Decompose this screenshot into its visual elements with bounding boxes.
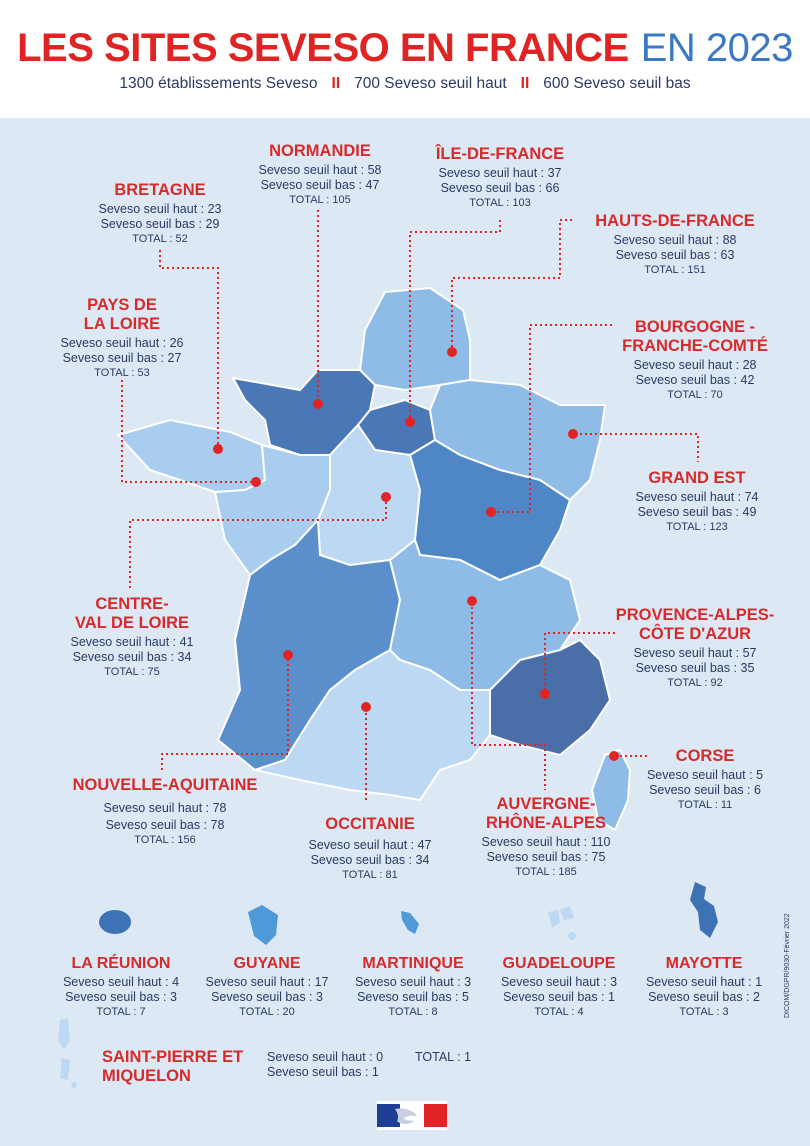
dot-pdl: [251, 477, 261, 487]
dot-normandie: [313, 399, 323, 409]
region-total: TOTAL : 92: [667, 677, 723, 689]
label-martinique: [336, 954, 490, 1020]
label-reunion: [44, 954, 198, 1020]
dot-paca: [540, 689, 550, 699]
mayotte-shape: [690, 882, 718, 938]
territory-total: TOTAL : 4: [534, 1006, 584, 1018]
dot-ara: [467, 596, 477, 606]
spm-name: SAINT-PIERRE ET MIQUELON: [102, 1048, 244, 1085]
subtitle-separator: II: [520, 75, 530, 92]
region-total: TOTAL : 185: [515, 866, 577, 878]
label-grand-est: [612, 469, 782, 535]
region-name: PROVENCE-ALPES- CÔTE D'AZUR: [615, 606, 775, 643]
label-nouvelle-aquitaine: [55, 776, 275, 848]
region-name: OCCITANIE: [325, 815, 415, 833]
region-total: TOTAL : 70: [667, 389, 723, 401]
dot-cvl: [381, 492, 391, 502]
region-high: Seveso seuil haut : 37: [438, 166, 562, 180]
title-main: LES SITES SEVESO EN FRANCE: [17, 26, 629, 70]
region-total: TOTAL : 123: [666, 521, 728, 533]
territory-high: Seveso seuil haut : 1: [645, 975, 763, 989]
region-name: ÎLE-DE-FRANCE: [435, 145, 565, 163]
dot-hdf: [447, 347, 457, 357]
territory-low: Seveso seuil bas : 3: [65, 990, 177, 1004]
spm-total: TOTAL : 1: [415, 1050, 472, 1064]
region-low: Seveso seuil bas : 27: [62, 351, 182, 365]
label-corse: [625, 747, 785, 813]
region-high: Seveso seuil haut : 5: [646, 768, 764, 782]
region-low: Seveso seuil bas : 6: [649, 783, 761, 797]
region-high: Seveso seuil haut : 28: [633, 358, 757, 372]
territory-total: TOTAL : 8: [388, 1006, 438, 1018]
subtitle-high: 700 Seveso seuil haut: [354, 75, 507, 92]
region-name: NOUVELLE-AQUITAINE: [72, 776, 258, 794]
region-low: Seveso seuil bas : 75: [486, 850, 606, 864]
dot-grandest: [568, 429, 578, 439]
region-name: PAYS DE LA LOIRE: [83, 296, 161, 333]
label-paca: [600, 606, 790, 691]
region-low: Seveso seuil bas : 63: [615, 248, 735, 262]
territory-high: Seveso seuil haut : 17: [205, 975, 329, 989]
region-name: AUVERGNE- RHÔNE-ALPES: [485, 795, 607, 832]
label-guyane: [190, 954, 344, 1020]
label-guadeloupe: [482, 954, 636, 1020]
territory-low: Seveso seuil bas : 3: [211, 990, 323, 1004]
label-auvergne-rhone-alpes: [466, 795, 626, 880]
label-normandie: [238, 142, 402, 208]
label-pays-de-la-loire: [40, 296, 204, 381]
region-total: TOTAL : 75: [104, 666, 160, 678]
territory-high: Seveso seuil haut : 3: [354, 975, 472, 989]
territory-name: MARTINIQUE: [362, 955, 464, 972]
region-name: BRETAGNE: [114, 181, 206, 199]
region-high: Seveso seuil haut : 41: [70, 635, 194, 649]
region-name: HAUTS-DE-FRANCE: [595, 212, 755, 230]
region-high: Seveso seuil haut : 58: [258, 163, 382, 177]
dot-na: [283, 650, 293, 660]
territory-high: Seveso seuil haut : 3: [500, 975, 618, 989]
region-name: GRAND EST: [648, 469, 746, 487]
region-low: Seveso seuil bas : 49: [637, 505, 757, 519]
region-high: Seveso seuil haut : 110: [481, 835, 611, 849]
region-low: Seveso seuil bas : 66: [440, 181, 560, 195]
region-low: Seveso seuil bas : 35: [635, 661, 755, 675]
label-bretagne: [78, 181, 242, 247]
region-total: TOTAL : 105: [289, 194, 351, 206]
region-total: TOTAL : 156: [134, 834, 196, 846]
region-name: BOURGOGNE - FRANCHE-COMTÉ: [622, 318, 768, 355]
subtitle-low: 600 Seveso seuil bas: [543, 75, 691, 92]
republique-francaise-logo: [377, 1101, 447, 1130]
territory-name: GUYANE: [233, 955, 301, 972]
territory-low: Seveso seuil bas : 1: [267, 1065, 379, 1079]
region-total: TOTAL : 103: [469, 197, 531, 209]
region-total: TOTAL : 52: [132, 233, 188, 245]
region-low: Seveso seuil bas : 78: [105, 818, 225, 832]
territory-name: GUADELOUPE: [502, 955, 616, 972]
territory-name: LA RÉUNION: [71, 955, 171, 972]
dot-bretagne: [213, 444, 223, 454]
martinique-shape: [401, 911, 419, 934]
label-mayotte: [627, 954, 781, 1020]
saint-pierre-miquelon-shape: [58, 1018, 77, 1088]
reunion-shape: [99, 910, 131, 934]
subtitle-total: 1300 établissements Seveso: [119, 75, 318, 92]
region-high: Seveso seuil haut : 47: [308, 838, 432, 852]
region-total: TOTAL : 81: [342, 869, 398, 881]
dot-occitanie: [361, 702, 371, 712]
label-ile-de-france: [418, 145, 582, 211]
guyane-shape: [248, 905, 278, 945]
territory-low: Seveso seuil bas : 1: [503, 990, 615, 1004]
region-low: Seveso seuil bas : 47: [260, 178, 380, 192]
label-occitanie: [288, 815, 452, 883]
dot-bfc: [486, 507, 496, 517]
spm-values: [267, 1050, 383, 1080]
label-centre-val-de-loire: [50, 595, 214, 680]
region-low: Seveso seuil bas : 42: [635, 373, 755, 387]
territory-total: TOTAL : 7: [96, 1006, 146, 1018]
region-total: TOTAL : 53: [94, 367, 150, 379]
territory-high: Seveso seuil haut : 4: [62, 975, 180, 989]
region-total: TOTAL : 11: [677, 799, 733, 811]
territory-total: TOTAL : 20: [239, 1006, 295, 1018]
region-total: TOTAL : 151: [644, 264, 706, 276]
title-year: EN 2023: [640, 26, 793, 70]
region-high: Seveso seuil haut : 23: [98, 202, 222, 216]
region-name: NORMANDIE: [269, 142, 371, 160]
region-high: Seveso seuil haut : 57: [633, 646, 757, 660]
territory-high: Seveso seuil haut : 0: [267, 1050, 384, 1064]
region-high: Seveso seuil haut : 88: [613, 233, 737, 247]
dot-idf: [405, 417, 415, 427]
leader-hdf: [452, 220, 572, 352]
territory-total: TOTAL : 3: [679, 1006, 729, 1018]
guadeloupe-shape: [548, 906, 576, 940]
territory-name: MAYOTTE: [665, 955, 743, 972]
territory-low: Seveso seuil bas : 2: [648, 990, 760, 1004]
region-high: Seveso seuil haut : 78: [103, 801, 227, 815]
label-bourgogne-franche-comte: [600, 318, 790, 403]
region-hauts-de-france: [360, 288, 470, 390]
region-high: Seveso seuil haut : 74: [635, 490, 759, 504]
region-low: Seveso seuil bas : 34: [310, 853, 430, 867]
region-low: Seveso seuil bas : 29: [100, 217, 220, 231]
region-name: CORSE: [675, 747, 735, 765]
region-name: CENTRE- VAL DE LOIRE: [75, 595, 189, 632]
label-hauts-de-france: [580, 212, 770, 278]
territory-low: Seveso seuil bas : 5: [357, 990, 469, 1004]
region-high: Seveso seuil haut : 26: [60, 336, 184, 350]
region-low: Seveso seuil bas : 34: [72, 650, 192, 664]
subtitle-separator: II: [331, 75, 341, 92]
credit-text: DICOM/DGPR/9030-Février 2022: [784, 913, 791, 1018]
dot-corse: [609, 751, 619, 761]
